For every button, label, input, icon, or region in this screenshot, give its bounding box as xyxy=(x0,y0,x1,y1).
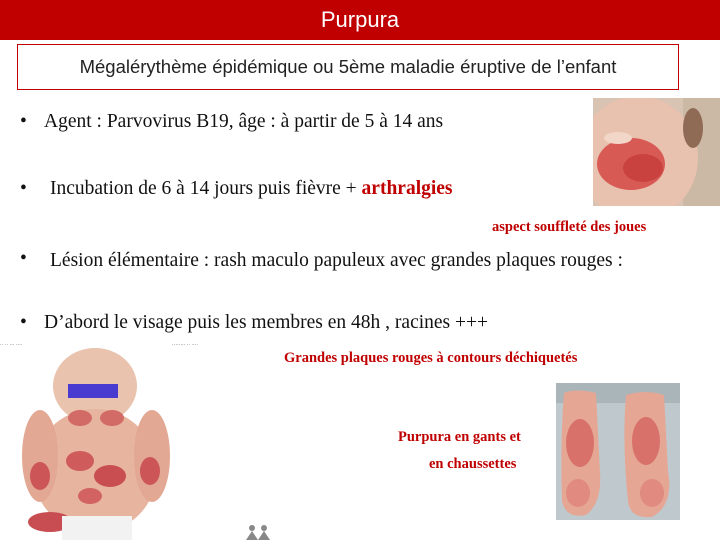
photo-credit-mid: ········ ·· ···· xyxy=(172,342,199,348)
arthralgies-highlight: arthralgies xyxy=(361,178,453,199)
bullet-lesion xyxy=(20,248,700,274)
bullet-incubation xyxy=(20,178,453,200)
child-rash-photo xyxy=(10,346,180,540)
bullet-agent-text: Agent : Parvovirus B19, âge : à partir de 5 à 14 ans xyxy=(44,111,444,132)
bullet-marker: • xyxy=(20,111,27,132)
bullet-marker: • xyxy=(20,312,27,333)
caption-plaques: Grandes plaques rouges à contours déchiquetés xyxy=(284,350,578,366)
bullet-agent xyxy=(20,111,443,133)
bullet-marker: • xyxy=(20,248,27,269)
bullet-visage xyxy=(20,312,488,334)
bullet-lesion-text: Lésion élémentaire : rash maculo papuleux avec grandes plaques rouges : xyxy=(50,250,623,271)
photo-credit-left: ·· ·· ··· ···· xyxy=(0,342,23,348)
watermark-logo-icon xyxy=(243,522,273,540)
subtitle-text: Mégalérythème épidémique ou 5ème maladie éruptive de l’enfant xyxy=(79,56,617,77)
bullet-visage-text: D’abord le visage puis les membres en 48h , racines +++ xyxy=(44,312,488,333)
bullet-incubation-text: Incubation de 6 à 14 jours puis fièvre + xyxy=(50,178,362,199)
slide-title: Purpura xyxy=(0,0,720,40)
bullet-marker: • xyxy=(20,178,27,199)
subtitle-box xyxy=(17,44,679,90)
cheek-photo xyxy=(593,98,720,206)
feet-rash-photo xyxy=(556,383,680,520)
caption-gloves-line2: en chaussettes xyxy=(429,456,517,472)
caption-cheeks: aspect souffleté des joues xyxy=(492,219,647,235)
caption-gloves-line1: Purpura en gants et xyxy=(398,429,521,445)
